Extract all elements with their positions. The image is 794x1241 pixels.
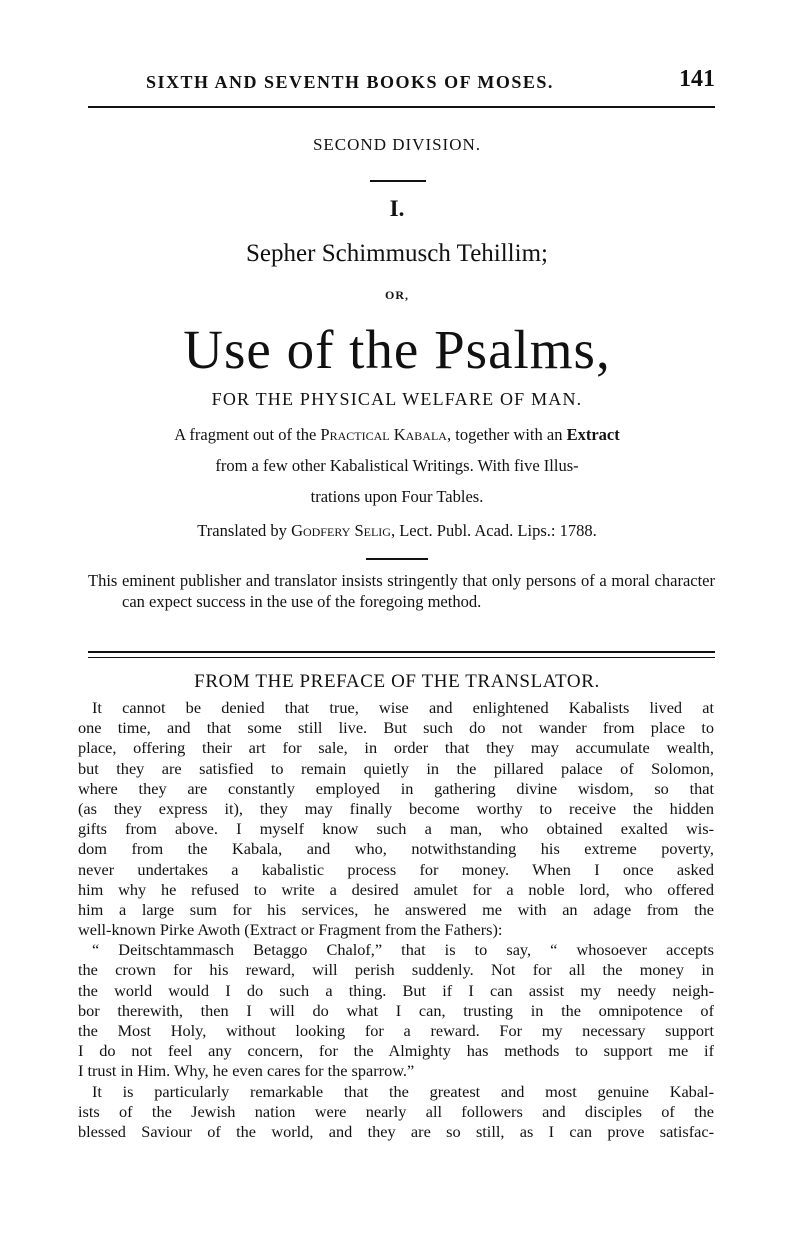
body-line: the Most Holy, without looking for a reward. For my necessary support xyxy=(78,1021,714,1040)
credit-rule xyxy=(366,558,428,560)
body-line: him why he refused to write a desired amulet for a noble lord, who offered xyxy=(78,879,714,899)
section-rule-bottom xyxy=(88,657,715,658)
body-line: never undertakes a kabalistic process for money. When I once asked xyxy=(78,859,714,879)
body-line: well-known Pirke Awoth (Extract or Fragment from the Fathers): xyxy=(78,920,503,940)
hebrew-title: Sepher Schimmusch Tehillim; xyxy=(246,240,548,267)
division-rule xyxy=(370,180,426,182)
running-title: SIXTH AND SEVENTH BOOKS OF MOSES. xyxy=(146,72,554,92)
section-rule-top xyxy=(88,651,715,653)
body-line: dom from the Kabala, and who, notwithstanding his extreme poverty, xyxy=(78,839,714,859)
body-line: gifts from above. I myself know such a man, who obtained exalted wis- xyxy=(78,819,714,839)
body-line: place, offering their art for sale, in order that they may accumulate wealth, xyxy=(78,738,714,758)
body-line: bor therewith, then I will do what I can, trusting in the omnipotence of xyxy=(78,1000,714,1020)
body-line: the world would I do such a thing. But if I can assist my needy neigh- xyxy=(78,980,714,1000)
division-heading: SECOND DIVISION. xyxy=(312,135,482,154)
description-line-3: trations upon Four Tables. xyxy=(310,487,484,506)
body-line: him a large sum for his services, he answered me with an adage from the xyxy=(78,899,714,919)
subtitle: FOR THE PHYSICAL WELFARE OF MAN. xyxy=(211,389,583,409)
description-line-1: A fragment out of the Practical Kabala, together with an Extract xyxy=(174,425,620,444)
preface-body xyxy=(78,698,714,1142)
body-line: where they are constantly employed in gathering divine wisdom, so that xyxy=(78,778,714,798)
body-line: blessed Saviour of the world, and they are so still, as I can prove satisfac- xyxy=(78,1121,714,1141)
body-line: “ Deitschtammasch Betaggo Chalof,” that is to say, “ whosoever accepts xyxy=(92,940,714,960)
body-line: one time, and that some still live. But such do not wander from place to xyxy=(78,718,714,738)
body-line: the crown for his reward, will perish suddenly. Not for all the money in xyxy=(78,960,714,980)
description-line-2: from a few other Kabalistical Writings. With five Illus- xyxy=(215,456,579,475)
body-line: I trust in Him. Why, he even cares for the sparrow.” xyxy=(78,1061,415,1081)
preface-heading: FROM THE PREFACE OF THE TRANSLATOR. xyxy=(194,671,600,692)
body-line: It is particularly remarkable that the greatest and most genuine Kabal- xyxy=(92,1081,714,1101)
or-text: OR, xyxy=(385,288,409,302)
main-title: Use of the Psalms, xyxy=(183,319,611,380)
running-head xyxy=(88,66,715,102)
header-rule xyxy=(88,106,715,108)
page-number: 141 xyxy=(679,66,715,92)
translator-note: This eminent publisher and translator insists stringently that only persons of a moral character can expect success in the use of the foregoing method. xyxy=(88,571,715,611)
body-line: (as they express it), they may finally become worthy to receive the hidden xyxy=(78,798,714,818)
body-line: I do not feel any concern, for the Almighty has methods to support me if xyxy=(78,1041,714,1061)
body-line: but they are satisfied to remain quietly in the pillared palace of Solomon, xyxy=(78,758,714,778)
chapter-numeral: I. xyxy=(389,196,405,221)
body-line: ists of the Jewish nation were nearly all followers and disciples of the xyxy=(78,1101,714,1121)
body-line: It cannot be denied that true, wise and enlightened Kabalists lived at xyxy=(92,698,714,717)
translator-credit: Translated by Godfery Selig, Lect. Publ. Acad. Lips.: 1788. xyxy=(197,521,597,540)
